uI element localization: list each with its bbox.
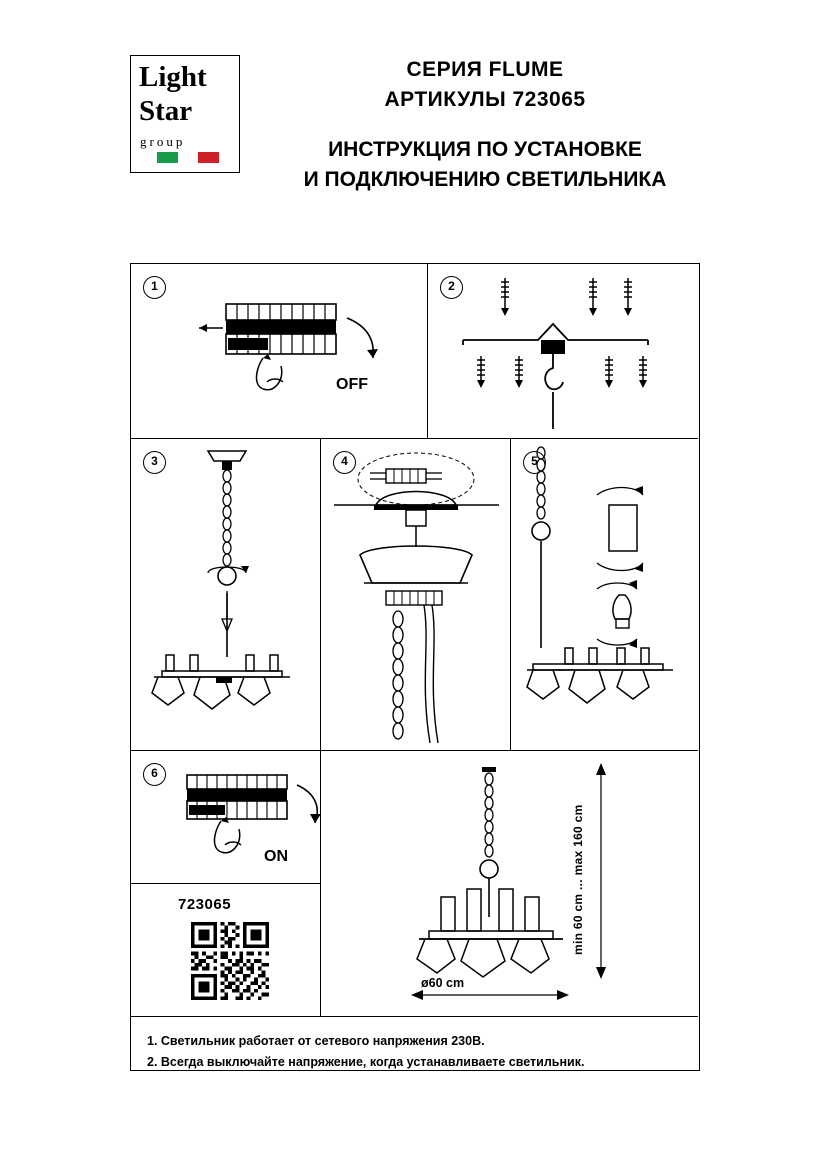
note-item-2: 2. Всегда выключайте напряжение, когда устанавливаете светильник. xyxy=(147,1054,585,1069)
diameter-dimension-label: ø60 cm xyxy=(421,976,465,990)
article-code-label: 723065 xyxy=(178,896,232,913)
series-name: СЕРИЯ FLUME xyxy=(406,58,564,81)
logo-line-light: Light xyxy=(139,61,207,93)
step3-diagram-chandelier-hang xyxy=(134,443,319,748)
logo-line-star: Star xyxy=(139,95,193,127)
document-header xyxy=(130,55,700,195)
step-cell-4 xyxy=(321,439,511,751)
qr-code xyxy=(191,922,269,1000)
brand-logo xyxy=(130,55,240,173)
instruction-title-line2: И ПОДКЛЮЧЕНИЮ СВЕТИЛЬНИКА xyxy=(303,168,667,192)
instruction-title-line1: ИНСТРУКЦИЯ ПО УСТАНОВКЕ xyxy=(328,137,642,161)
height-dimension-label: min 60 cm ... max 160 cm xyxy=(571,804,585,955)
article-qr-cell xyxy=(131,884,321,1017)
step-cell-2 xyxy=(428,264,698,439)
step-number-4: 4 xyxy=(333,451,356,474)
notes-cell xyxy=(131,1017,698,1069)
step-cell-5 xyxy=(511,439,698,751)
step6-label-on: ON xyxy=(264,848,288,865)
steps-frame xyxy=(130,263,700,1071)
step1-label-off: OFF xyxy=(336,376,368,393)
step-number-3: 3 xyxy=(143,451,166,474)
italian-flag-icon xyxy=(157,152,219,163)
step-number-2: 2 xyxy=(440,276,463,299)
product-diagram-with-dimensions xyxy=(389,757,689,1012)
step-cell-1 xyxy=(131,264,428,439)
logo-line-group: group xyxy=(140,134,186,149)
notes-block xyxy=(147,1031,688,1072)
step2-diagram-ceiling-mount xyxy=(443,272,693,437)
step-cell-6 xyxy=(131,751,321,884)
step1-diagram-breaker xyxy=(171,278,421,428)
step-cell-3 xyxy=(131,439,321,751)
step-number-6: 6 xyxy=(143,763,166,786)
product-dimensions-cell xyxy=(321,751,698,1017)
step-number-1: 1 xyxy=(143,276,166,299)
step4-diagram-terminal-block xyxy=(324,443,509,748)
step5-diagram-shade-bulb xyxy=(513,443,698,748)
article-numbers: АРТИКУЛЫ 723065 xyxy=(384,88,586,112)
step6-diagram-breaker-on xyxy=(145,757,320,885)
note-item-1: 1. Светильник работает от сетевого напряжения 230В. xyxy=(147,1034,485,1048)
title-block xyxy=(270,55,700,195)
step-number-5: 5 xyxy=(523,451,546,474)
